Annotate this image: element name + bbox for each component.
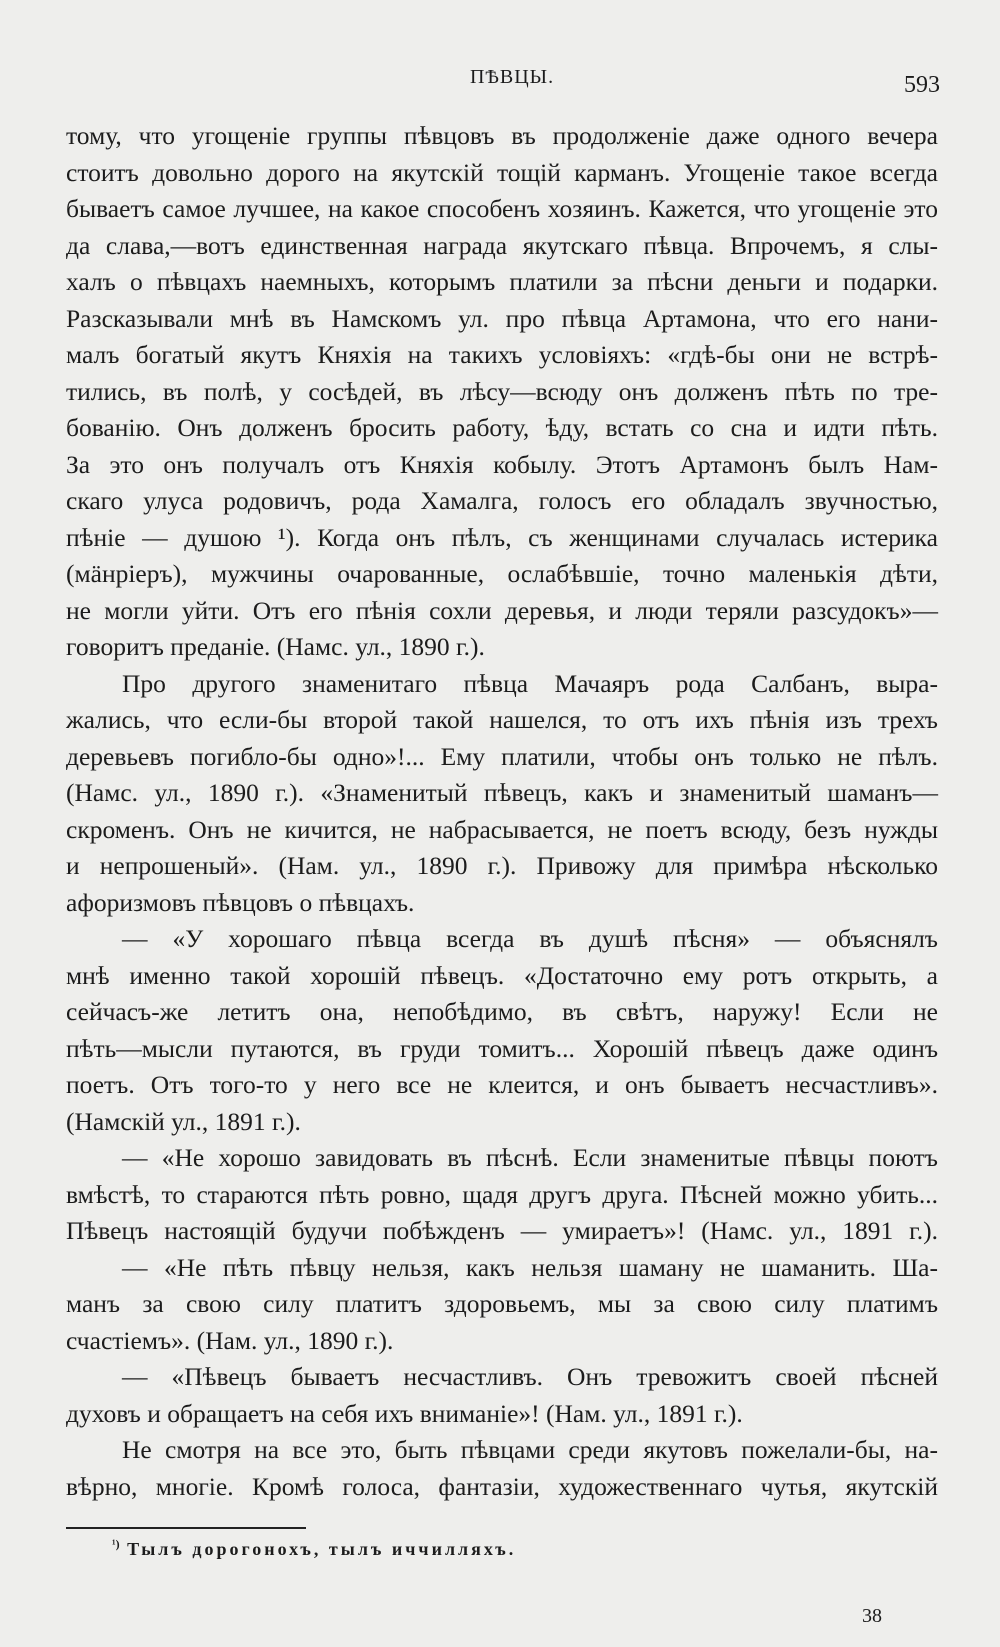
footnote-marker: ¹) [112, 1537, 120, 1551]
text-line: поетъ. Отъ того-то у него все не клеится, и онъ бываетъ несчастливъ». [66, 1070, 938, 1099]
footnote-rule [66, 1527, 306, 1529]
text-line: деревьевъ погибло-бы одно»!... Ему платили, чтобы онъ только не пѣлъ. [66, 741, 938, 771]
text-line: скаго улуса родовичъ, рода Хамалга, голосъ его обладалъ звучностью, [66, 486, 938, 515]
text-line: — «Не хорошо завидовать въ пѣснѣ. Если знаменитые пѣвцы поютъ [122, 1143, 938, 1172]
text-line: вмѣстѣ, то стараются пѣть ровно, щадя другъ друга. Пѣсней можно убить... [66, 1179, 938, 1209]
text-line: — «Пѣвецъ бываетъ несчастливъ. Онъ тревожитъ своей пѣсней [122, 1362, 938, 1391]
text-line: говоритъ преданіе. (Намс. ул., 1890 г.). [66, 632, 485, 661]
signature-mark: 38 [862, 1605, 882, 1627]
text-line: Пѣвецъ настоящій будучи побѣжденъ — умираетъ»! (Намс. ул., 1891 г.). [66, 1216, 938, 1245]
text-line: вѣрно, многіе. Кромѣ голоса, фантазіи, художественнаго чутья, якутскій [66, 1471, 938, 1501]
running-head: ПѢВЦЫ. [470, 66, 555, 88]
footnote-text: Тылъ дорогонохъ, тылъ иччилляхъ. [127, 1539, 517, 1559]
text-line: (Намскій ул., 1891 г.). [66, 1106, 301, 1136]
text-line: (Намс. ул., 1890 г.). «Знаменитый пѣвецъ, какъ и знаменитый шаманъ— [66, 778, 938, 807]
text-line: (мäнріеръ), мужчины очарованные, ослабѣвшіе, точно маленькія дѣти, [66, 559, 938, 588]
text-line: не могли уйти. Отъ его пѣнія сохли деревья, и люди теряли разсудокъ»— [66, 595, 938, 625]
text-line: сейчасъ-же летитъ она, непобѣдимо, въ свѣтъ, наружу! Если не [66, 997, 938, 1026]
text-line: Не смотря на все это, быть пѣвцами среди якутовъ пожелали-бы, на- [122, 1435, 938, 1464]
text-line: стоитъ довольно дорого на якутскій тощій карманъ. Угощеніе такое всегда [66, 157, 938, 187]
text-line: пѣніе — душою ¹). Когда онъ пѣлъ, съ женщинами случалась истерика [66, 522, 938, 552]
text-line: да слава,—вотъ единственная награда якутскаго пѣвца. Впрочемъ, я слы- [66, 230, 938, 260]
text-line: За это онъ получалъ отъ Княхія кобылу. Этотъ Артамонъ былъ Нам- [66, 449, 938, 479]
text-line: бываетъ самое лучшее, на какое способенъ хозяинъ. Кажется, что угощеніе это [66, 194, 938, 223]
page-number: 593 [904, 72, 940, 98]
text-line: Про другого знаменитаго пѣвца Мачаяръ рода Салбанъ, выра- [122, 668, 938, 698]
text-line: жались, что если-бы второй такой нашелся, то отъ ихъ пѣнія изъ трехъ [66, 705, 938, 734]
text-line: тому, что угощеніе группы пѣвцовъ въ продолженіе даже одного вечера [66, 121, 938, 150]
text-line: и непрошеный». (Нам. ул., 1890 г.). Привожу для примѣра нѣсколько [66, 851, 938, 880]
text-line: мнѣ именно такой хорошій пѣвецъ. «Достаточно ему ротъ открыть, а [66, 960, 938, 990]
body-text [66, 118, 938, 1505]
text-line: счастіемъ». (Нам. ул., 1890 г.). [66, 1325, 394, 1355]
text-line: скроменъ. Онъ не кичится, не набрасывается, не поетъ всюду, безъ нужды [66, 814, 938, 844]
footnote [112, 1537, 516, 1560]
text-line: Разсказывали мнѣ въ Намскомъ ул. про пѣвца Артамона, что его нани- [66, 303, 938, 333]
text-line: тились, въ полѣ, у сосѣдей, въ лѣсу—всюду онъ долженъ пѣть по тре- [66, 376, 938, 406]
text-line: афоризмовъ пѣвцовъ о пѣвцахъ. [66, 887, 415, 917]
text-line: — «Не пѣть пѣвцу нельзя, какъ нельзя шаману не шаманить. Ша- [122, 1252, 938, 1282]
text-line: духовъ и обращаетъ на себя ихъ вниманіе»! (Нам. ул., 1891 г.). [66, 1398, 743, 1428]
text-line: — «У хорошаго пѣвца всегда въ душѣ пѣсня» — объяснялъ [122, 924, 938, 953]
text-line: бованію. Онъ долженъ бросить работу, ѣду, встать со сна и идти пѣть. [66, 413, 938, 442]
text-line: халъ о пѣвцахъ наемныхъ, которымъ платили за пѣсни деньги и подарки. [66, 267, 938, 296]
text-line: манъ за свою силу платитъ здоровьемъ, мы за свою силу платимъ [66, 1289, 938, 1318]
text-line: пѣть—мысли путаются, въ груди томитъ... Хорошій пѣвецъ даже одинъ [66, 1033, 938, 1063]
text-line: малъ богатый якутъ Княхія на такихъ условіяхъ: «гдѣ-бы они не встрѣ- [66, 340, 938, 369]
